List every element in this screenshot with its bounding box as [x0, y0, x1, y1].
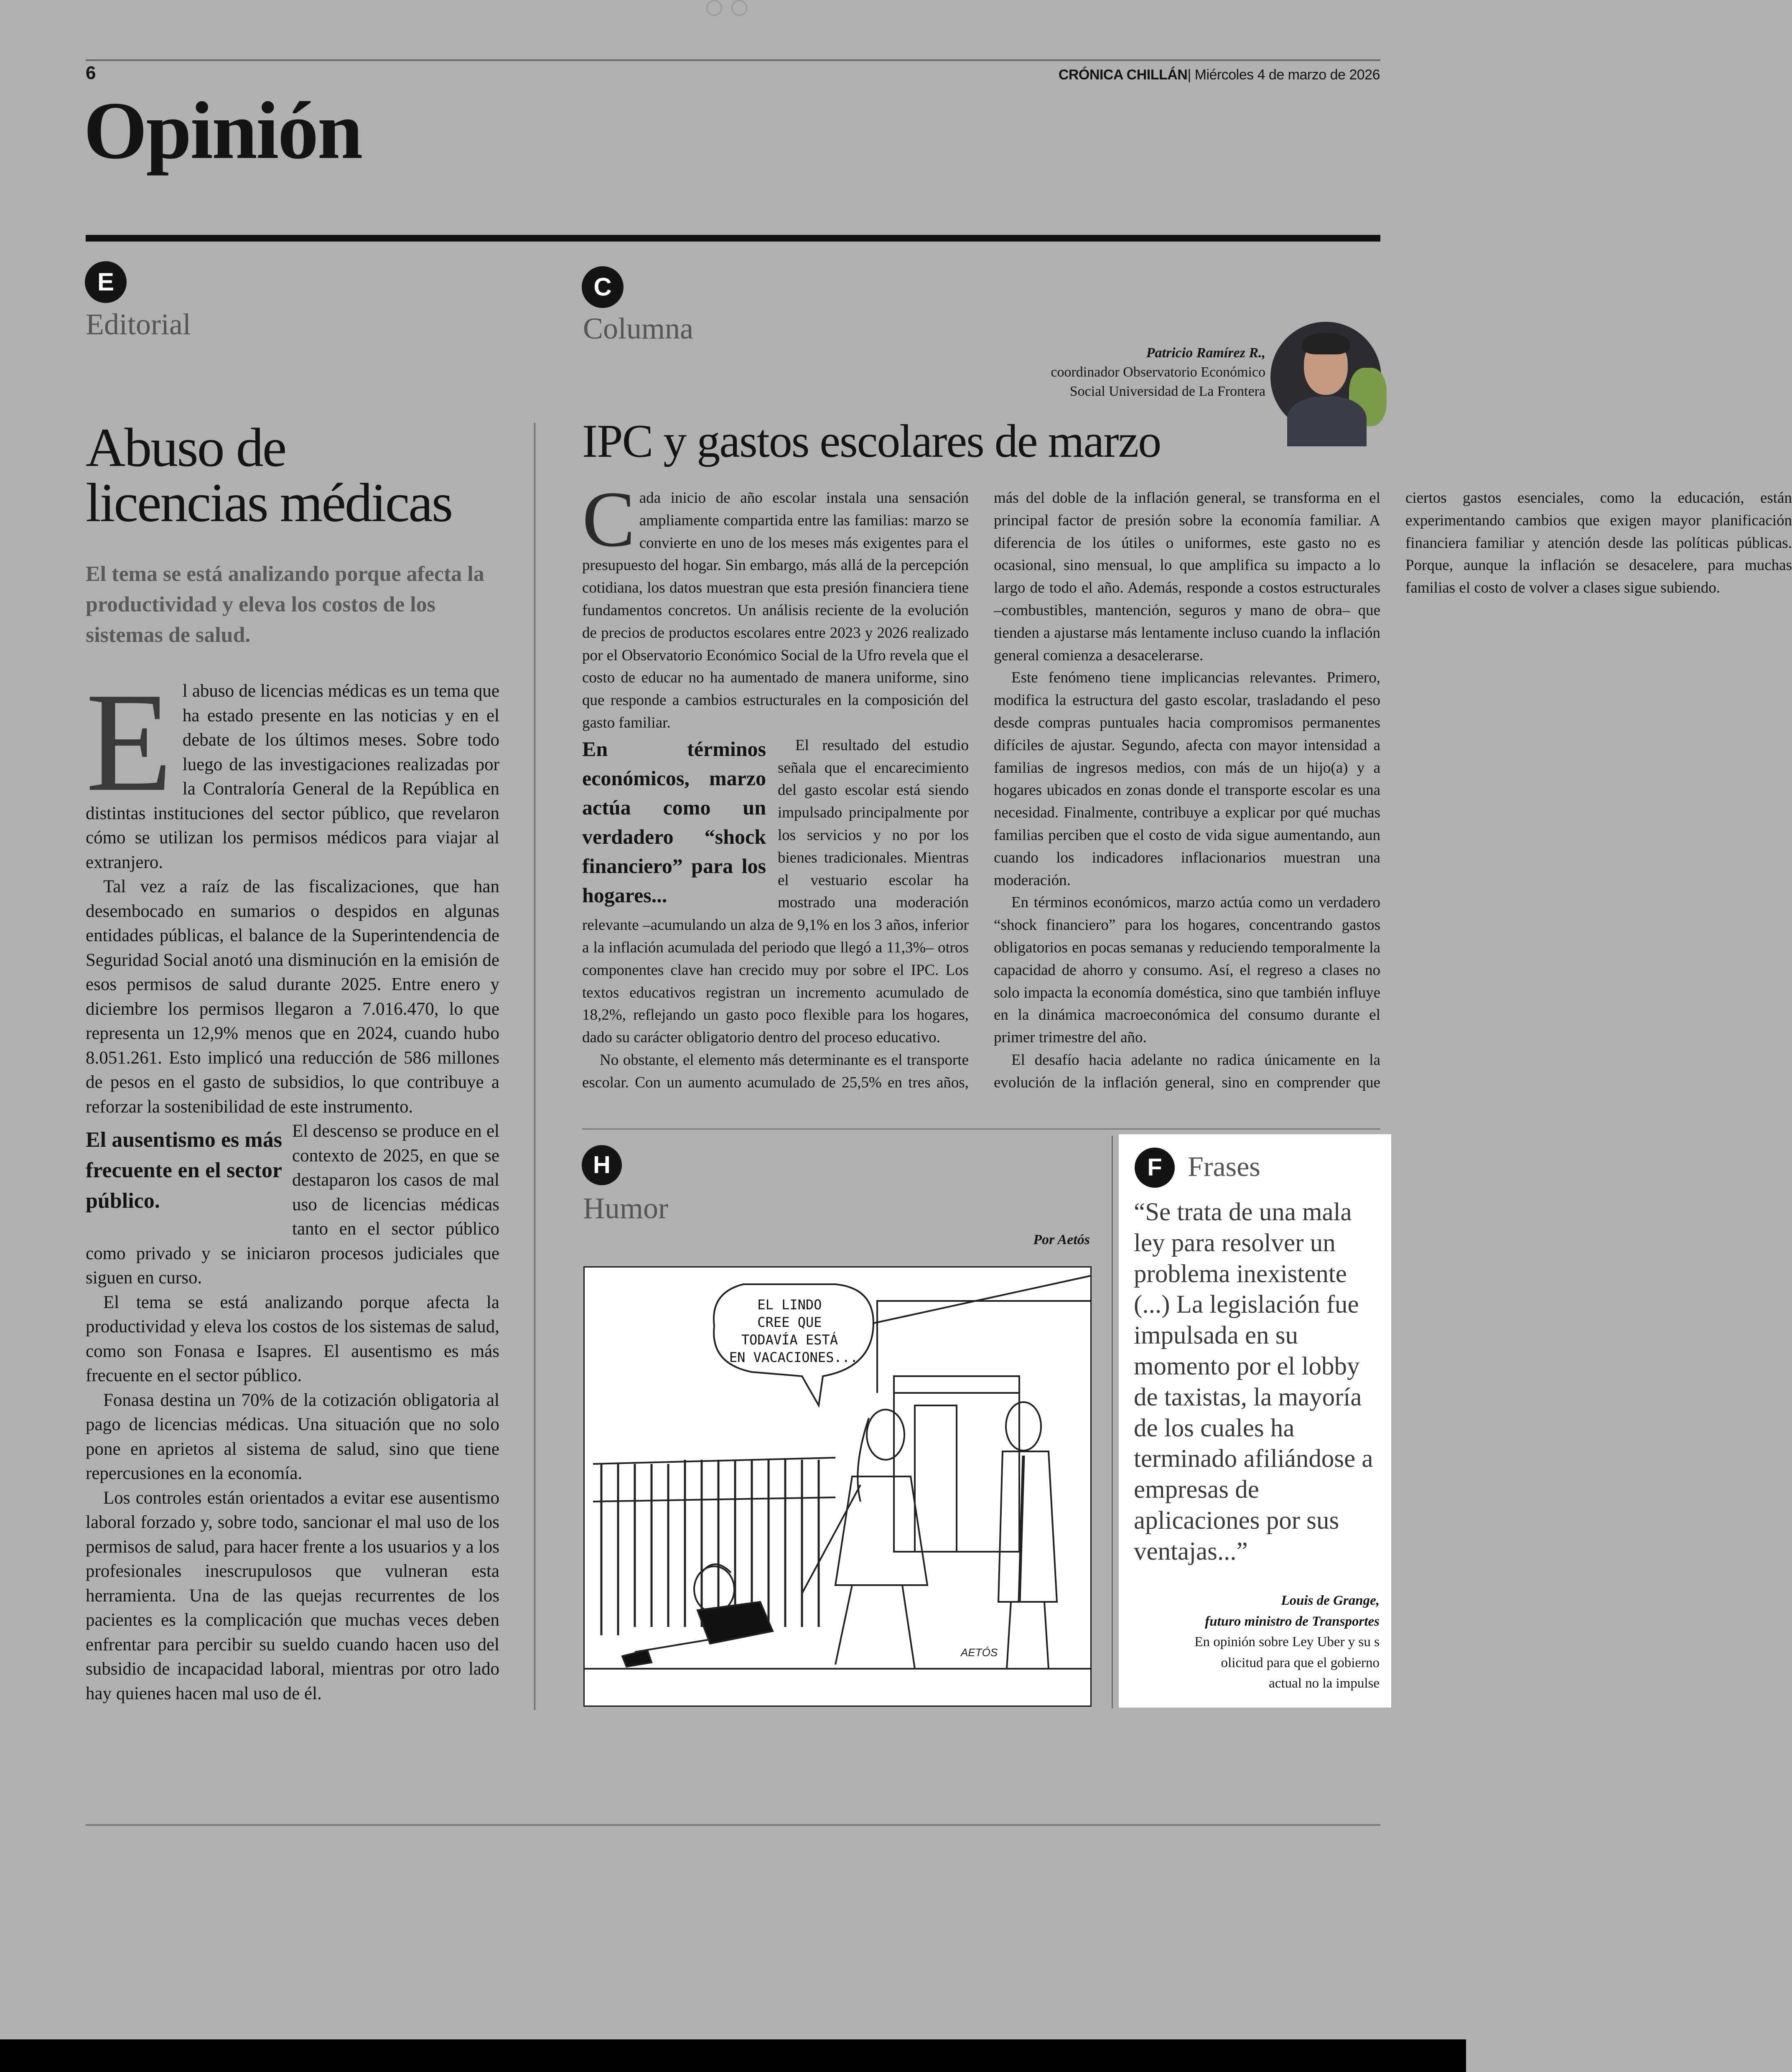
editorial-paragraph: Tal vez a raíz de las fiscalizaciones, que han desembocado en sumarios o despidos en algunas entidades públicas, el balance de la Superintendencia de Seguridad Social anotó una disminución en la emisión de esos permisos de salud durante 2025. Entre enero y diciembre los permisos llegaron a 7.016.470, lo que representa un 12,9% menos que en 2024, cuando hubo 8.051.261. Esto implicó una reducción de 586 millones de pesos en el gasto de subsidios, lo que contribuye a reforzar la sostenibilidad de este instrumento. [86, 877, 499, 1117]
quote-context: olicitud para que el gobierno [1221, 1655, 1380, 1670]
quote-context: En opinión sobre Ley Uber y su s [1194, 1634, 1380, 1649]
author-avatar [1270, 322, 1381, 433]
column-headline: IPC y gastos escolares de marzo [582, 415, 1161, 467]
masthead-date [1059, 67, 1380, 83]
editorial-paragraph: l abuso de licencias médicas es un tema que ha estado presente en las noticias y en el debate de los últimos meses. Sobre todo luego de las investigaciones realizadas por la Contraloría General de la República en distintas instituciones del sector público, que revelaron cómo se utilizan los permisos médicos para viajar al extranjero. [86, 681, 499, 872]
column-pullquote: En términos económicos, marzo actúa como un verdadero “shock financiero” para los hogares... [582, 737, 766, 907]
editorial-body [86, 663, 499, 1706]
column-divider [534, 423, 535, 1710]
quote-role: futuro ministro de Transportes [1205, 1614, 1380, 1629]
page-number: 6 [86, 63, 96, 83]
column-paragraph: No obstante, el elemento más determinante es el transporte escolar. Con un aumento acumulado de 25,5% en tres años, más del doble de la inflación general, se transforma en el principal factor de presión sobre la economía familiar. A diferencia de los útiles o uniformes, este gasto no es ocasional, sino mensual, lo que amplifica su impacto a lo largo de todo el año. Además, responde a costos estructurales –combustibles, mantención, seguros y mano de obra– que tienden a ajustarse más lentamente incluso cuando la inflación general comienza a desacelerarse. [582, 489, 1380, 1091]
humor-divider [1112, 1136, 1113, 1708]
cartoon-speech-text: EL LINDO CREE QUE TODAVÍA ESTÁ EN VACACIONES... [729, 1297, 858, 1365]
column-kicker: Columna [583, 312, 693, 345]
author-name: Patricio Ramírez R., [1146, 345, 1265, 361]
editorial-headline-line2: licencias médicas [86, 472, 452, 533]
publication-date: | Miércoles 4 de marzo de 2026 [1187, 67, 1380, 83]
column-badge: C [582, 266, 624, 308]
editorial-headline-line1: Abuso de [86, 417, 286, 478]
section-title: Opinión [84, 85, 362, 176]
editorial-paragraph: El descenso se produce en el contexto de 2025, en que se destaparon los casos de mal uso de licencias médicas tanto en el sector público como privado y se iniciaron procesos judiciales que siguen en curso. [86, 1121, 499, 1288]
frases-attribution [1194, 1591, 1380, 1694]
frases-title: Frases [1188, 1151, 1260, 1182]
frases-box [1119, 1134, 1391, 1708]
page-nav-controls[interactable] [706, 0, 761, 17]
editorial-paragraph: El tema se está analizando porque afecta la productividad y eleva los costos de los sistemas de salud, como son Fonasa e Isapres. El ausentismo es más frecuente en el sector público. [86, 1292, 499, 1385]
column-dropcap: C [582, 476, 635, 563]
next-page-icon[interactable] [731, 0, 747, 16]
editorial-paragraph: Fonasa destina un 70% de la cotización obligatoria al pago de licencias médicas. Una situación que no solo pone en aprietos al sistema de salud, sino que tiene repercusiones en la economía. [86, 1390, 499, 1483]
column-paragraph: El resultado del estudio señala que el encarecimiento del gasto escolar está siendo impulsado principalmente por los servicios y no por los bienes tradicionales. Mientras el vestuario escolar ha mostrado una moderación relevante –acumulando un alza de 9,1% en los 3 años, inferior a la inflación acumulada del periodo que llegó a 11,3%– otros componentes clave han crecido muy por sobre el IPC. Los textos educativos registran un incremento acumulado de 18,2%, reflejando un gasto poco flexible para los hogares, dado su carácter obligatorio dentro del proceso educativo. [582, 736, 969, 1046]
column-paragraph: El desafío hacia adelante no radica únicamente en la evolución de la inflación general, sino en comprender que ciertos gastos esenciales, como la educación, están experimentando cambios que exigen mayor planificación financiera familiar y atención desde las políticas públicas. Porque, aunque la inflación se desacelere, para muchas familias el costo de volver a clases sigue subiendo. [994, 489, 1792, 1091]
editorial-kicker: Editorial [86, 308, 191, 341]
column-paragraph: En términos económicos, marzo actúa como un verdadero “shock financiero” para los hogares, concentrando gastos obligatorios en pocas semanas y reduciendo temporalmente la capacidad de ahorro y consumo. Así, el regreso a clases no solo impacta la economía doméstica, sino que también influye en la dinámica macroeconómica del consumo durante el primer trimestre del año. [994, 894, 1380, 1046]
editorial-badge: E [85, 261, 127, 303]
editorial-headline [86, 417, 504, 533]
humor-badge: H [582, 1145, 622, 1185]
cartoon-credit: Por Aetós [1033, 1232, 1090, 1247]
column-bottom-rule [582, 1128, 1380, 1130]
prev-page-icon[interactable] [706, 0, 722, 16]
quote-author: Louis de Grange, [1281, 1593, 1380, 1608]
column-paragraph: ada inicio de año escolar instala una sensación ampliamente compartida entre las familias: marzo se convierte en uno de los meses más exigentes para el presupuesto del hogar. Sin embargo, más allá de la percepción cotidiana, los datos muestran que esta presión financiera tiene fundamentos concretos. Un análisis reciente de la evolución de precios de productos escolares entre 2023 y 2026 realizado por el Observatorio Económico Social de la Ufro revela que el costo de educar no ha aumentado de manera uniforme, sino que responde a cambios estructurales en la composición del gasto familiar. [582, 489, 969, 731]
author-role: Social Universidad de La Frontera [1069, 383, 1265, 399]
column-byline [1051, 344, 1265, 401]
editorial-deck: El tema se está analizando porque afecta la productividad y eleva los costos de los sistemas de salud. [86, 562, 484, 647]
editorial-paragraph: Los controles están orientados a evitar ese ausentismo laboral forzado y, sobre todo, sancionar el mal uso de los permisos de salud, para hacer frente a los usuarios y a los profesionales inescrupulosos que vulneran esta herramienta. Una de las quejas recurrentes de los pacientes es la complicación que muchas veces deben enfrentar para percibir su sueldo cuando hacen uso del subsidio de incapacidad laboral, mientras por otro lado hay quienes hacen mal uso de él. [86, 1488, 499, 1703]
section-thick-rule [86, 235, 1380, 242]
humor-cartoon [583, 1266, 1092, 1707]
quote-context: actual no la impulse [1269, 1676, 1380, 1691]
cartoon-drawing [585, 1268, 1090, 1705]
author-role: coordinador Observatorio Económico [1051, 364, 1265, 380]
frases-badge: F [1135, 1148, 1175, 1188]
humor-kicker: Humor [583, 1191, 668, 1225]
newspaper-name: CRÓNICA CHILLÁN [1058, 67, 1188, 83]
column-body [582, 476, 1792, 1114]
cartoon-signature: AETÓS [961, 1646, 998, 1659]
page-bottom-rule [86, 1824, 1380, 1826]
editorial-pullquote: El ausentismo es más frecuente en el sector público. [86, 1128, 282, 1213]
viewer-footer-bar [0, 2039, 1466, 2072]
column-paragraph: Este fenómeno tiene implicancias relevantes. Primero, modifica la estructura del gasto escolar, trasladando el peso desde compras puntuales hacia compromisos permanentes difíciles de ajustar. Segundo, afecta con mayor intensidad a familias de ingresos medios, con más de un hijo(a) y a hogares ubicados en zonas donde el transporte escolar es una necesidad. Finalmente, contribuye a explicar por qué muchas familias perciben que el costo de vida sigue aumentando, aun cuando los indicadores inflacionarios muestran una moderación. [994, 669, 1380, 889]
header-top-rule [86, 59, 1380, 61]
frases-quote: “Se trata de una mala ley para resolver un problema inexistente (...) La legislación fue impulsada en su momento por el lobby de taxistas, la mayoría de los cuales ha terminado afiliándose a empresas de aplicaciones por sus ventajas...” [1134, 1198, 1373, 1565]
editorial-dropcap: E [86, 663, 173, 821]
